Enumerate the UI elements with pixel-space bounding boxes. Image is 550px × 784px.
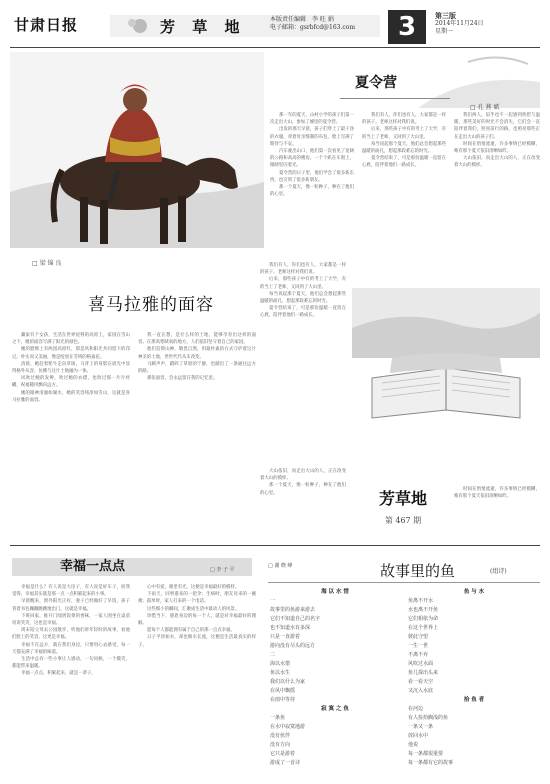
masthead	[0, 0, 550, 48]
poem-line: 没有伙伴	[270, 733, 291, 739]
poem-line: 游成了一首诗	[270, 760, 301, 766]
poem-line: 故事里的鱼游来游去	[270, 607, 316, 613]
feature-box	[360, 486, 446, 540]
paragraph: 我们有人，你们也有人，大家都是一样的孩子。老师这样对我们说。	[260, 263, 346, 276]
masthead-rule	[10, 47, 540, 48]
date-info	[435, 12, 484, 36]
poem-line: 没有方向	[270, 742, 291, 748]
paragraph: 夏令营结束了，可是那份温暖一直留在心底，陪伴着他们一路成长。	[362, 156, 446, 169]
poem-title: 拾 鱼 者	[463, 697, 485, 703]
poem-line: 在这个世界上	[408, 625, 439, 631]
poem-line: 又沉入水底	[408, 688, 434, 694]
poem-title: 鱼 与 水	[463, 589, 485, 595]
rider-photo	[10, 52, 264, 248]
byline-article3: □ 李 子 平	[210, 567, 235, 573]
paragraph: 那一年的夏天，山村小学的孩子们第一次走出大山，参加了城里的夏令营。	[270, 113, 354, 126]
edition-label: 第三版	[435, 11, 456, 20]
article1-col2	[138, 332, 256, 532]
poem-line: 鱼离不开水	[408, 598, 434, 604]
poem-line: 一	[270, 598, 276, 604]
paragraph: 出发的那天早晨，孩子们穿上了最干净的衣服，背着母亲缝制的布包，脸上写满了期待与不安。	[270, 127, 354, 147]
poem-line: 鱼以水生	[270, 670, 291, 676]
poem-line: 他说	[408, 742, 419, 748]
paragraph: 她的眼神清澈如湖水，她的笑容纯净如雪山，这就是喜马拉雅的面容。	[12, 390, 130, 403]
article2-col6	[454, 486, 540, 540]
poem-line: 二	[270, 652, 276, 658]
paragraph: 日子平淡如水，却也细水长流，这便是生活最真实的样子。	[138, 635, 256, 648]
feature-box-title: 芳草地	[378, 489, 427, 508]
paragraph: 他们信仰山神，敬畏自然，用最朴素的方式守护着这片神圣的土地，世世代代从未改变。	[138, 347, 256, 360]
paragraph: 珍惜当下，感恩身边的每一个人，就是对幸福最好的理解。	[138, 613, 256, 627]
feature-box-issue: 第 467 期	[384, 516, 422, 525]
article3-col1	[12, 584, 130, 780]
paragraph: 幸福不在远方，就在我们身边，只要用心去感受，每一天都充满了幸福的味道。	[12, 642, 130, 655]
paragraph: 我一直在想，是什么样的土地，能够孕育出这样的面容。在那高寒缺氧的地方，人们依旧坚守着自己的家园。	[138, 333, 256, 346]
poem-line: 风吹过水面	[408, 661, 434, 667]
article2-col2	[362, 112, 446, 282]
poem-left-column	[270, 588, 400, 780]
poem-line: 一条鱼	[270, 715, 286, 721]
byline-article1: □ 梁 锦 良	[32, 260, 62, 267]
article2-col5	[260, 468, 346, 542]
editor-info	[270, 16, 355, 32]
article2-col1	[270, 112, 354, 282]
paragraph: 我们有人，你们也有人，大家都是一样的孩子。老师这样对我们说。	[362, 113, 446, 126]
poem-line: 在水中寂寞地游	[270, 724, 306, 730]
email-line: 电子邮箱：gsrbfcd@163.com	[270, 24, 356, 31]
paragraph: 后来，那些孩子中有的考上了大学，有的当上了老师，又回到了大山里。	[260, 277, 346, 290]
paragraph: 大山依旧，而走出大山的人，正在改变着大山的模样。	[260, 469, 346, 482]
poem-line: 我们以什么为家	[270, 679, 306, 685]
paragraph: 周末陪父母去公园散步，听他们讲年轻时的故事，看他们脸上的笑容，这更是幸福。	[12, 628, 130, 641]
poem-right-column	[408, 588, 540, 780]
article3-title: 幸福一点点	[60, 559, 126, 574]
paragraph: 早晨醒来，窗外阳光正好，妻子已经做好了早饭，孩子背着书包蹦蹦跳跳地出门，这就是幸福。	[12, 599, 130, 612]
paragraph: 愿每个人都能拥有属于自己的那一点点幸福。	[147, 628, 235, 634]
paragraph: 时间在悄悄流逝，许多事情已经模糊，唯有那个夏天依旧清晰如昨。	[454, 487, 540, 500]
article2-title: 夏令营	[355, 75, 397, 91]
poem-line: 一生一世	[408, 643, 429, 649]
paragraph: 她的脸颊上有两团高原红，那是风和阳光共同留下的印记，朴实而又美丽，像是绽放在雪域的格桑花。	[12, 347, 130, 360]
byline-article2: □ 孔 燕 斌	[470, 104, 500, 111]
paragraph: 马蹄声声，踏碎了草原的宁静，也踏出了一条通往远方的路。	[138, 361, 256, 375]
weekday-label: 星期一	[435, 28, 454, 35]
article2-col3	[454, 112, 540, 282]
article3-col2	[138, 584, 256, 780]
poem-line: 一条又一条	[408, 724, 434, 730]
paragraph: 每当说起那个夏天，他们总会想起那些温暖的面孔，想起那段难忘的时光。	[260, 291, 346, 305]
poem-line: 有人捡拾搁浅的鱼	[408, 715, 449, 721]
poem-line: 在风中飘摇	[270, 688, 296, 694]
poem-line: 只是一直游着	[270, 634, 301, 640]
poem-title: 海 以 水 惜	[321, 589, 349, 595]
editor-line: 本版责任编辑 李 旺 娟	[270, 16, 334, 23]
byline-article4: □ 谢 晓 峰	[268, 563, 293, 569]
article1-title: 喜马拉雅的面容	[88, 295, 214, 315]
summer-camp-banner	[268, 52, 540, 108]
poem-line: 看一看天空	[408, 679, 434, 685]
article1-col1	[12, 332, 130, 532]
date-label: 2014年11月24日	[435, 20, 484, 27]
paragraph: 大山依旧，而走出大山的人，正在改变着大山的模样。	[454, 156, 540, 169]
paragraph: 幸福是什么？有人说是大房子，有人说是好车子，而我觉得，幸福其实就是那一点一点积累起来的小事。	[12, 585, 130, 598]
paragraph: 这些细小的瞬间，汇聚成生活中最动人的风景。	[147, 606, 240, 612]
paragraph: 那一个夏天，像一粒种子，种在了他们的心里。	[260, 483, 346, 496]
paragraph: 我们两人，似乎也不一起感到欣慰与温暖，那些美好的时光不会消失，它们会一直陪伴着我们，照亮前行的路，也照亮那些正在走出大山的孩子们。	[454, 113, 540, 140]
paragraph: 后来，那些孩子中有的考上了大学，有的当上了老师，又回到了大山里。	[362, 127, 446, 140]
paragraph: 下班回家，推开门闻到饭菜的香味，一家人围坐在桌前说说笑笑，这也是幸福。	[12, 613, 130, 627]
poem-line: 游向没有尽头的远方	[270, 643, 316, 649]
paragraph: 心中有爱，眼里有光，这便是幸福最好的模样。	[147, 585, 240, 590]
paragraph: 那一个夏天，像一粒种子，种在了他们的心里。	[270, 185, 354, 198]
poem-line: 水也离不开鱼	[408, 607, 439, 613]
poem-line: 也不知道水有多深	[270, 625, 311, 631]
article4-rule	[268, 582, 540, 583]
section-title: 芳 草 地	[160, 18, 246, 36]
page-number-badge: 3	[388, 10, 426, 44]
article2-col4	[260, 262, 346, 462]
paragraph: 藏家有个女孩，生活在世界屋脊的高原上，家园在雪山之下，她的面容写满了阳光的颜色。	[12, 333, 130, 346]
paragraph: 下雨天，同事递来的一把伞；生病时，朋友送来的一碗粥；孤单时，家人打来的一个电话。	[138, 592, 256, 605]
paragraph: 清晨，她赶着牦牛走向草场，马背上的身影在晨光中显得格外从容，仿佛与这片土地融为一体。	[12, 361, 130, 375]
section-divider	[10, 545, 540, 546]
title-rule	[340, 98, 450, 99]
paragraph: 时间在悄悄流逝，许多事情已经模糊，唯有那个夏天依旧清晰如昨。	[454, 141, 540, 155]
poem-line: 在雨中等待	[270, 697, 296, 703]
poem-line: 鱼儿探出头来	[408, 670, 439, 676]
paragraph: 夏令营结束了，可是那份温暖一直留在心底，陪伴着他们一路成长。	[260, 306, 346, 319]
paragraph: 每当说起那个夏天，他们总会想起那些温暖的面孔，想起那段难忘的时光。	[362, 141, 446, 155]
poem-line: 海以水惜	[270, 661, 291, 667]
poem-line: 每一条都有它的故事	[408, 760, 454, 766]
poem-line: 放回水中	[408, 733, 429, 739]
poem-line: 在河边	[408, 706, 424, 712]
article4-title: 故事里的鱼	[380, 562, 456, 580]
paragraph: 生活中总有一些小事让人感动，一句问候，一个微笑，都能带来温暖。	[12, 657, 130, 670]
paragraph: 汽车驶出山口，他们第一次看见了宽阔的公路和高高的楼房，一个个趴在车窗上，眼睛里闪着光。	[270, 149, 354, 169]
paragraph: 风吹过她的发辫，吹过她的衣襟，也吹过那一片片经幡，祝福随风飘向远方。	[12, 376, 130, 389]
poem-line: 不离不弃	[408, 652, 429, 658]
poem-line: 它只是游着	[270, 751, 296, 757]
paragraph: 那张面容，会永远留在我的记忆里。	[147, 376, 218, 382]
poem-line: 彼此守望	[408, 634, 429, 640]
newspaper-logo: 甘肃日报	[14, 16, 79, 34]
poem-line: 每一条都很重要	[408, 751, 444, 757]
article4-subtitle: (组诗)	[490, 568, 507, 575]
book-illustration	[352, 288, 540, 484]
poem-line: 它们不知道自己的名字	[270, 616, 321, 622]
paragraph: 夏令营的日子里，他们学会了很多新东西，也交到了很多新朋友。	[270, 170, 354, 183]
poem-line: 它们相依为命	[408, 616, 439, 622]
poem-title: 寂 寞 之 鱼	[321, 706, 349, 712]
paragraph: 幸福一点点，积累起来，就是一辈子。	[21, 671, 96, 677]
